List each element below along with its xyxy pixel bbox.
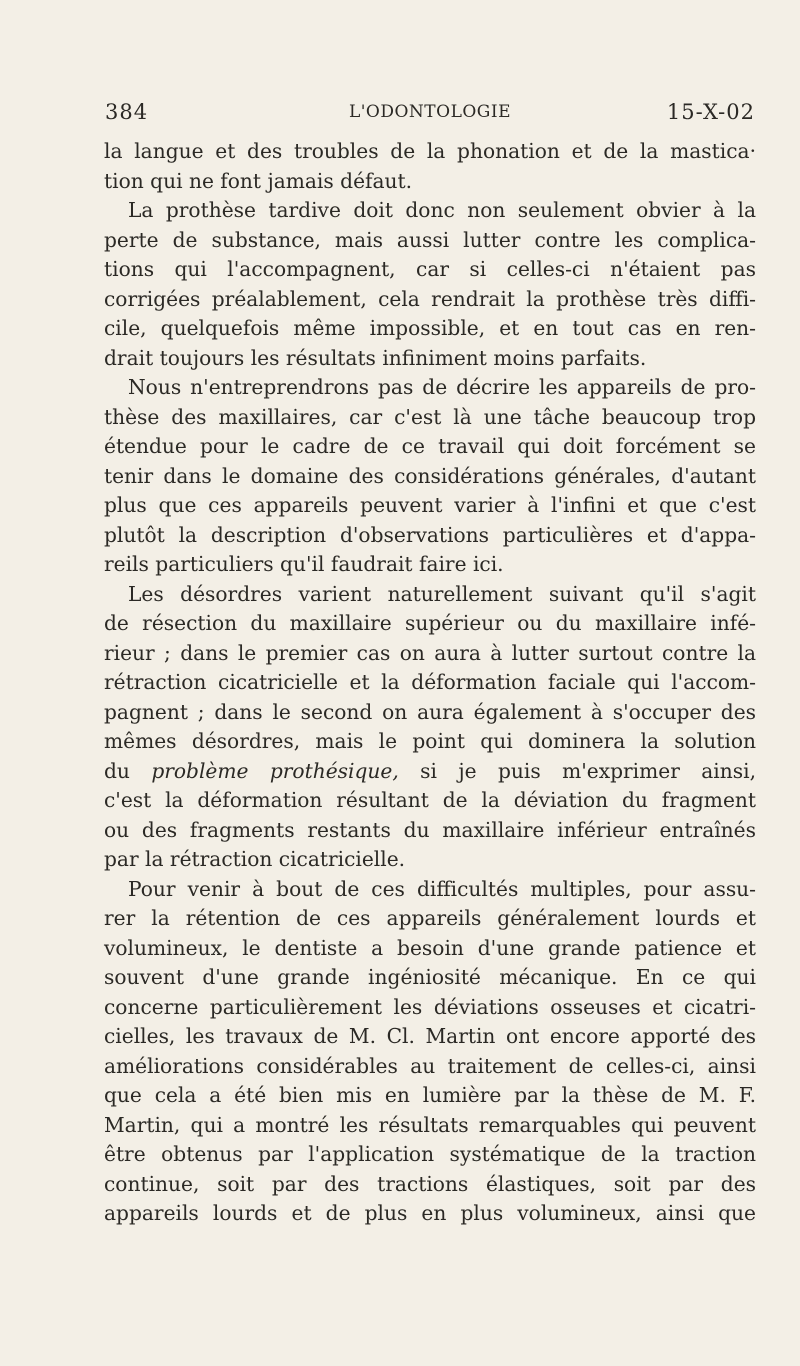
- text-line: corrigées préalablement, cela rendrait la prothèse très diffi-: [104, 286, 756, 311]
- journal-title: L'ODONTOLOGIE: [348, 102, 512, 122]
- text-line: la langue et des troubles de la phonation et de la mastica·: [104, 139, 756, 163]
- text-line: par la rétraction cicatricielle.: [104, 847, 406, 871]
- text-line: c'est la déformation résultant de la déviation du fragment: [104, 788, 756, 812]
- text-line: drait toujours les résultats infiniment moins parfaits.: [104, 345, 647, 370]
- text-line: que cela a été bien mis en lumière par la thèse de M. F.: [104, 1083, 756, 1107]
- text-line: rer la rétention de ces appareils généralement lourds et: [104, 906, 756, 930]
- text-line: Pour venir à bout de ces difficultés multiples, pour assu-: [128, 876, 756, 901]
- text-line: tions qui l'accompagnent, car si celles-ci n'étaient pas: [104, 257, 756, 281]
- text-line: être obtenus par l'application systématique de la traction: [104, 1142, 756, 1166]
- text-line: tenir dans le domaine des considérations générales, d'autant: [104, 463, 756, 488]
- text-line: ou des fragments restants du maxillaire inférieur entraînés: [104, 817, 756, 842]
- issue-date: 15-X-02: [666, 100, 755, 124]
- text-line: concerne particulièrement les déviations osseuses et cicatri-: [104, 994, 756, 1019]
- text-line: plus que ces appareils peuvent varier à l'infini et que c'est: [104, 493, 756, 517]
- text-line: étendue pour le cadre de ce travail qui doit forcément se: [104, 434, 756, 458]
- text-segment: si je puis m'exprimer ainsi,: [420, 758, 757, 783]
- text-line: volumineux, le dentiste a besoin d'une grande patience et: [104, 935, 756, 960]
- text-line: thèse des maxillaires, car c'est là une tâche beaucoup trop: [104, 404, 756, 429]
- running-head: [105, 100, 755, 130]
- text-line: rieur ; dans le premier cas on aura à lutter surtout contre la: [104, 640, 756, 665]
- body-text: [104, 137, 756, 1229]
- text-line: appareils lourds et de plus en plus volumineux, ainsi que: [104, 1201, 756, 1225]
- text-line: pagnent ; dans le second on aura également à s'occuper des: [104, 699, 756, 724]
- text-line: souvent d'une grande ingéniosité mécanique. En ce qui: [104, 965, 756, 989]
- text-line: cielles, les travaux de M. Cl. Martin ont encore apporté des: [104, 1024, 756, 1048]
- text-line: de résection du maxillaire supérieur ou du maxillaire infé-: [104, 611, 756, 635]
- text-line: reils particuliers qu'il faudrait faire ici.: [104, 552, 504, 576]
- text-line: mêmes désordres, mais le point qui dominera la solution: [104, 729, 756, 753]
- text-line: rétraction cicatricielle et la déformation faciale qui l'accom-: [104, 670, 756, 694]
- text-line: améliorations considérables au traitement de celles-ci, ainsi: [104, 1053, 756, 1078]
- text-line: plutôt la description d'observations particulières et d'appa-: [104, 522, 756, 547]
- text-line: La prothèse tardive doit donc non seulement obvier à la: [128, 198, 756, 222]
- text-line: continue, soit par des tractions élastiques, soit par des: [104, 1171, 756, 1196]
- text-segment: du: [104, 758, 130, 783]
- text-line: Nous n'entreprendrons pas de décrire les appareils de pro-: [128, 375, 756, 399]
- text-line: Les désordres varient naturellement suivant qu'il s'agit: [128, 581, 756, 606]
- text-line: Martin, qui a montré les résultats remarquables qui peuvent: [104, 1112, 756, 1137]
- italic-phrase: problème prothésique,: [151, 758, 399, 783]
- text-line-mixed: [104, 757, 756, 787]
- text-line: tion qui ne font jamais défaut.: [104, 168, 413, 193]
- page-number: 384: [105, 100, 149, 124]
- text-line: perte de substance, mais aussi lutter contre les complica-: [104, 227, 756, 252]
- text-line: cile, quelquefois même impossible, et en tout cas en ren-: [104, 316, 756, 340]
